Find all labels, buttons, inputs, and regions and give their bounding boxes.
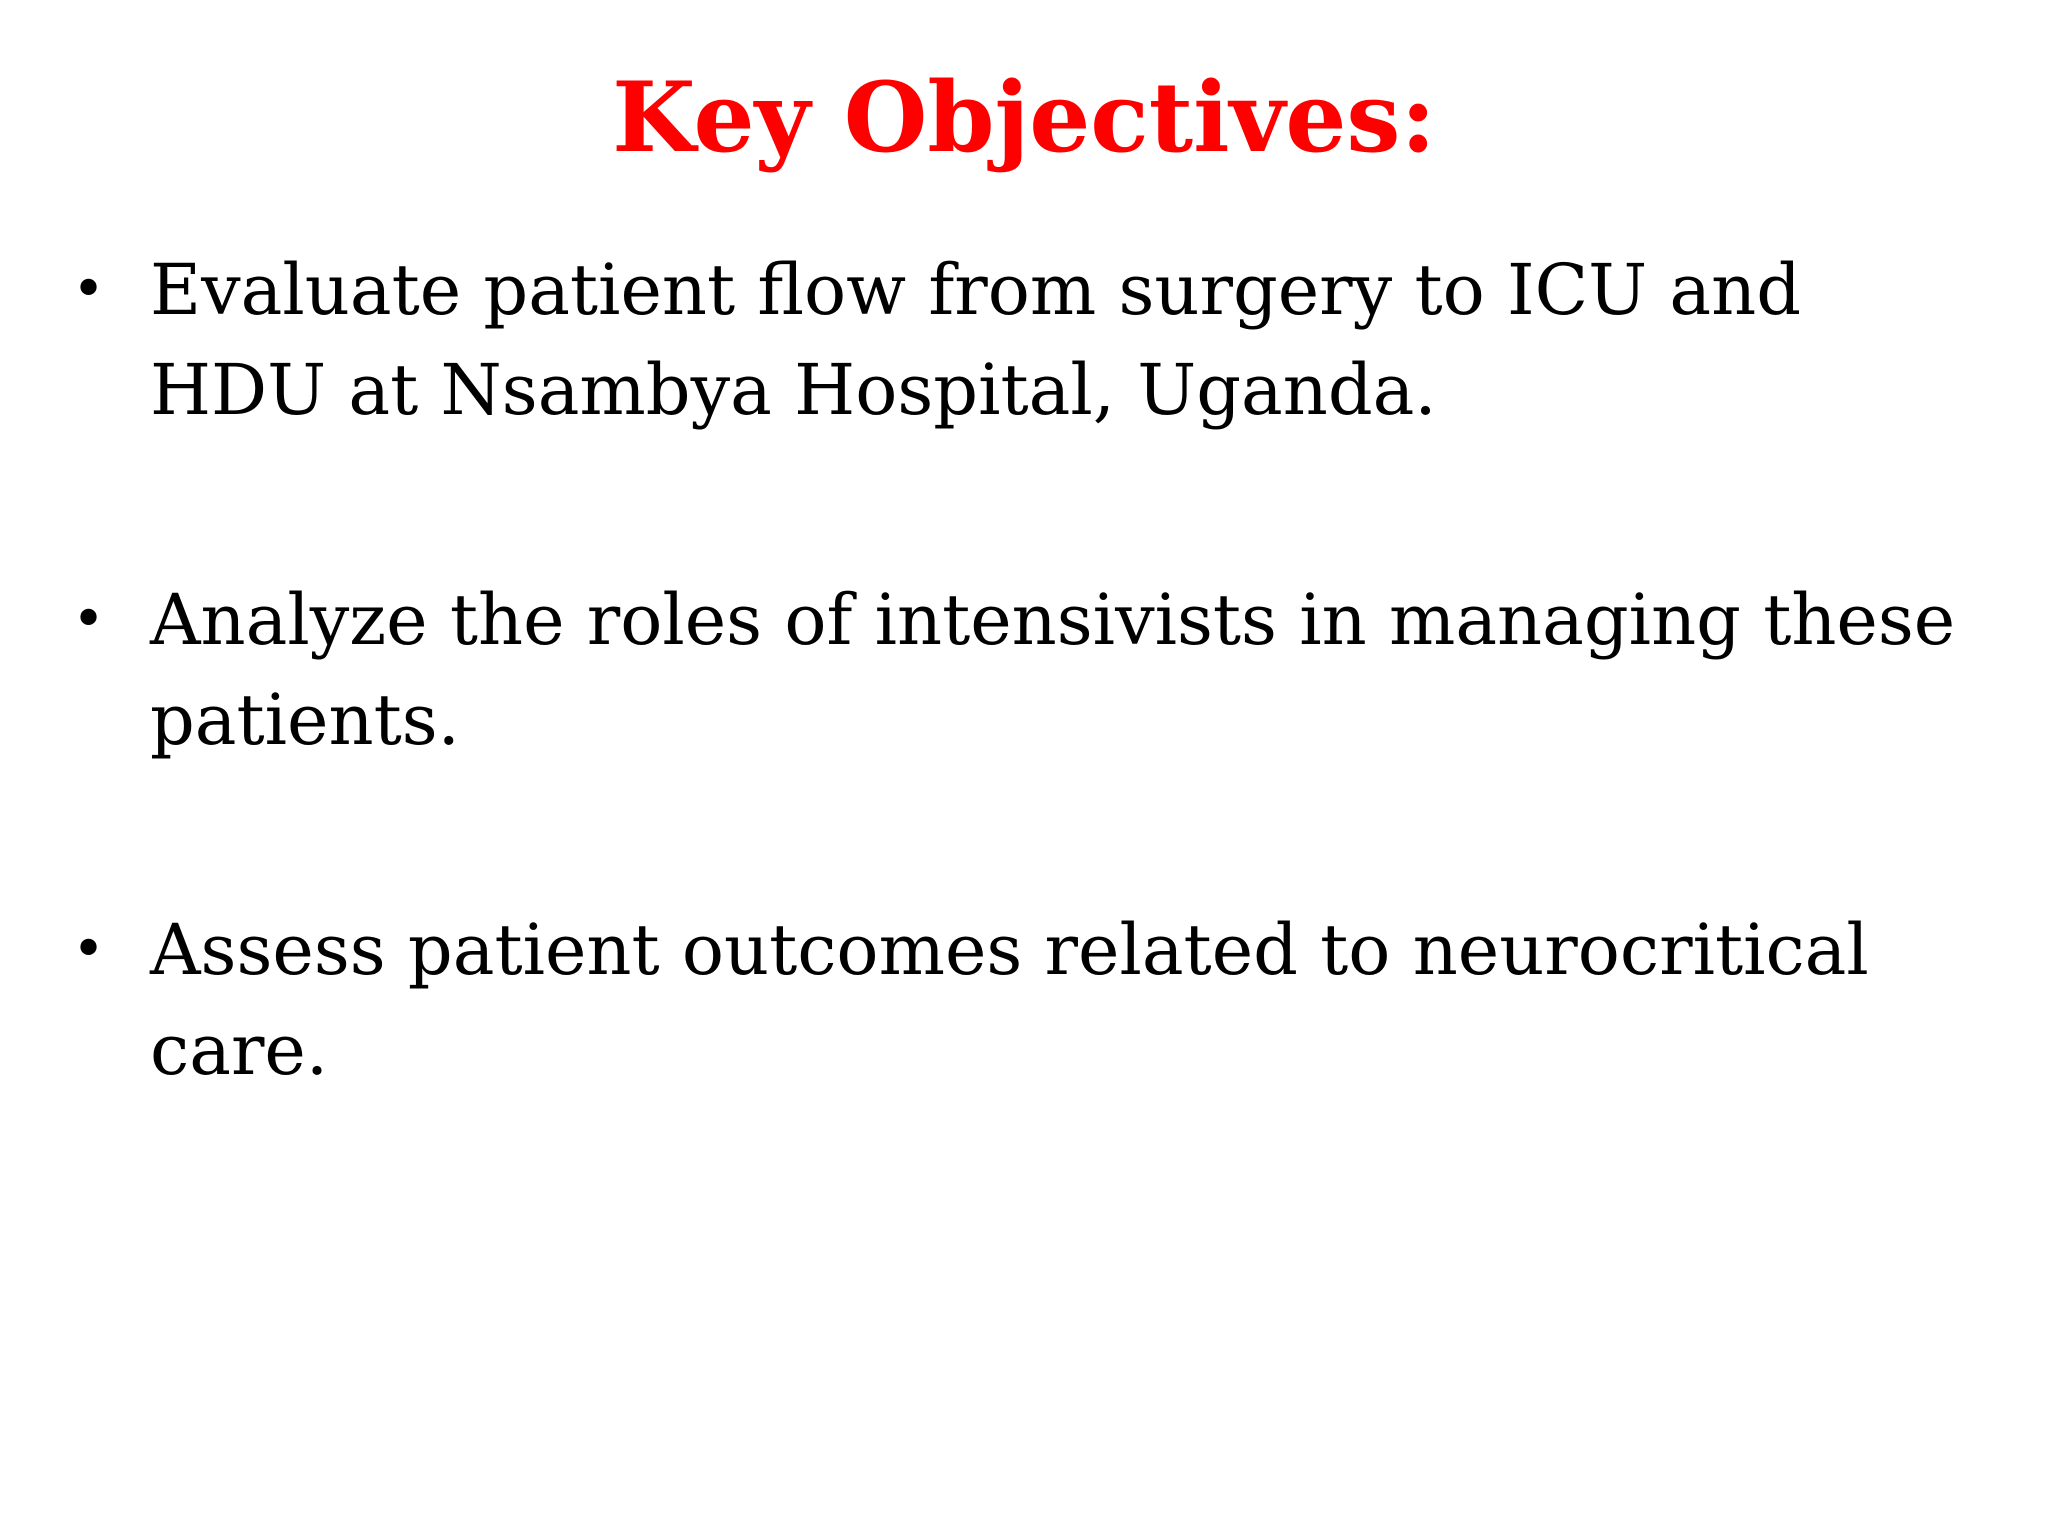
objectives-list xyxy=(72,240,1972,1100)
bullet-icon: • xyxy=(72,587,106,652)
bullet-icon: • xyxy=(72,257,106,322)
list-item xyxy=(72,570,1972,770)
bullet-text: Evaluate patient flow from surgery to ICU and HDU at Nsambya Hospital, Uganda. xyxy=(150,249,1802,431)
slide-title: Key Objectives: xyxy=(612,61,1436,174)
list-item xyxy=(72,240,1972,440)
bullet-text: Analyze the roles of intensivists in managing these patients. xyxy=(150,579,1956,761)
bullet-text: Assess patient outcomes related to neurocritical care. xyxy=(150,909,1869,1091)
bullet-icon: • xyxy=(72,917,106,982)
list-item xyxy=(72,900,1972,1100)
